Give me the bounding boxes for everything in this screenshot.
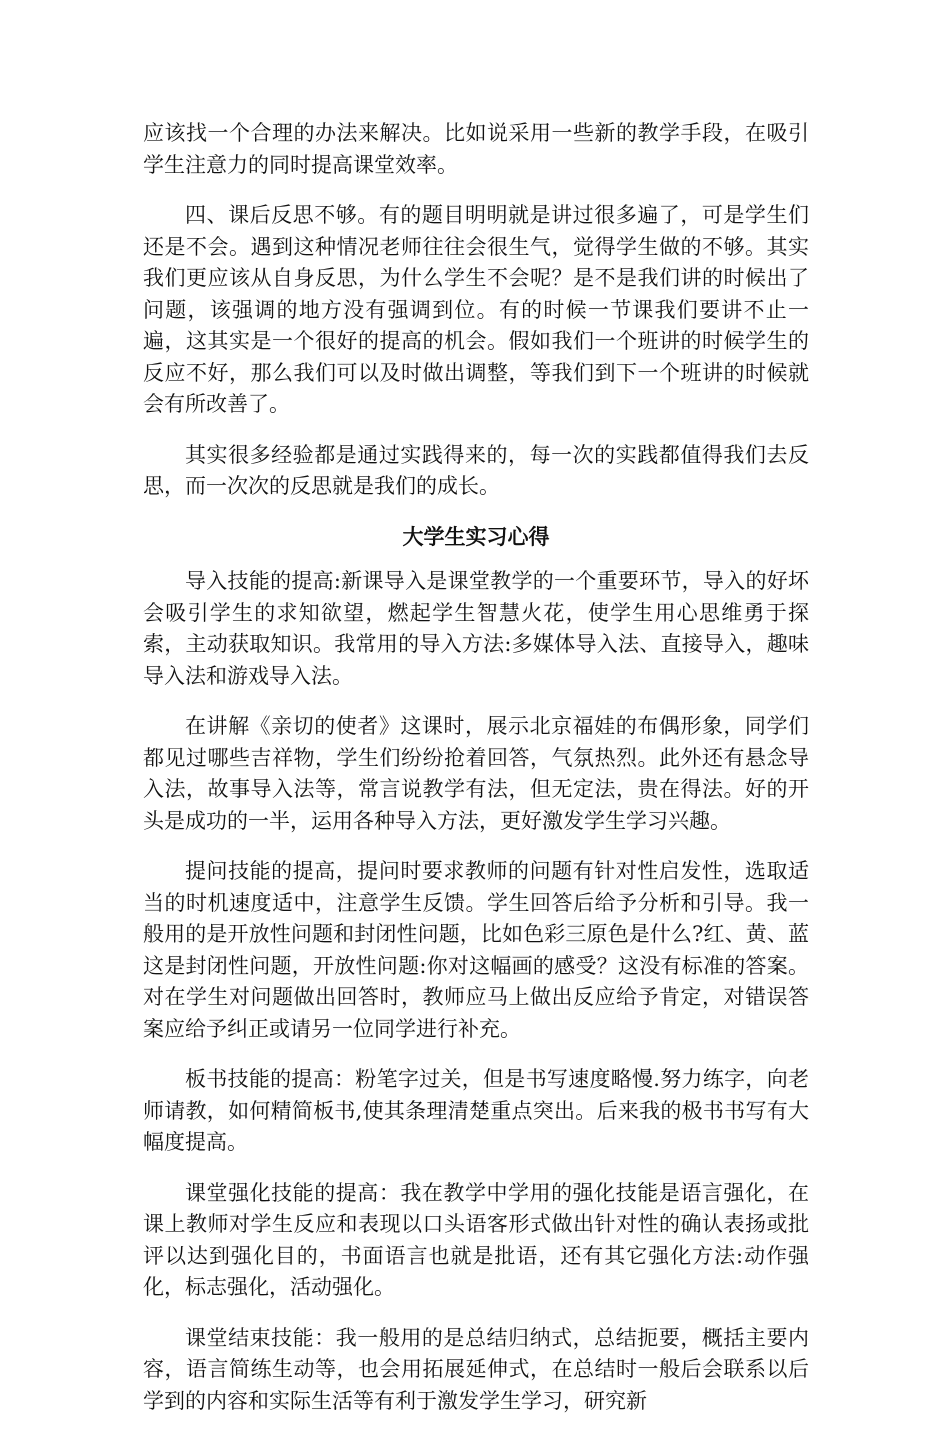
paragraph-reflection: 四、课后反思不够。有的题目明明就是讲过很多遍了，可是学生们还是不会。遇到这种情况老师往往会很生气，觉得学生做的不够。其实我们更应该从自身反思，为什么学生不会呢？是不是我们讲的时候出了问题，该强调的地方没有强调到位。有的时候一节课我们要讲不止一遍，这其实是一个很好的提高的机会。假如我们一个班讲的时候学生的反应不好，那么我们可以及时做出调整，等我们到下一个班讲的时候就会有所改善了。 <box>143 203 809 416</box>
paragraph-reinforcement-skill: 课堂强化技能的提高：我在教学中学用的强化技能是语言强化，在课上教师对学生反应和表现以口头语客形式做出针对性的确认表扬或批评以达到强化目的，书面语言也就是批语，还有其它强化方法:动作强化，标志强化，活动强化。 <box>143 1180 809 1299</box>
document-page <box>143 118 809 1436</box>
paragraph-intro-skill: 导入技能的提高:新课导入是课堂教学的一个重要环节，导入的好坏会吸引学生的求知欲望，燃起学生智慧火花，使学生用心思维勇于探索，主动获取知识。我常用的导入方法:多媒体导入法、直接导入，趣味导入法和游戏导入法。 <box>143 569 809 688</box>
paragraph-blackboard-skill: 板书技能的提高：粉笔字过关，但是书写速度略慢.努力练字，向老师请教，如何精简板书,使其条理清楚重点突出。后来我的极书书写有大幅度提高。 <box>143 1067 809 1154</box>
paragraph-conclusion: 其实很多经验都是通过实践得来的，每一次的实践都值得我们去反思，而一次次的反思就是我们的成长。 <box>143 442 809 498</box>
paragraph-closing-skill: 课堂结束技能：我一般用的是总结归纳式，总结扼要，概括主要内容，语言简练生动等，也会用拓展延伸式，在总结时一般后会联系以后学到的内容和实际生活等有利于激发学生学习，研究新 <box>143 1325 809 1413</box>
paragraph-example: 在讲解《亲切的使者》这课时，展示北京福娃的布偶形象，同学们都见过哪些吉祥物，学生们纷纷抢着回答，气氛热烈。此外还有悬念导入法，故事导入法等，常言说教学有法，但无定法，贵在得法。好的开头是成功的一半，运用各种导入方法，更好激发学生学习兴趣。 <box>143 714 809 833</box>
paragraph-continuation: 应该找一个合理的办法来解决。比如说采用一些新的教学手段，在吸引学生注意力的同时提高课堂效率。 <box>143 121 809 177</box>
paragraph-questioning-skill: 提问技能的提高，提问时要求教师的问题有针对性启发性，选取适当的时机速度适中，注意学生反馈。学生回答后给予分析和引导。我一般用的是开放性问题和封闭性问题，比如色彩三原色是什么?红、黄、蓝这是封闭性问题，开放性问题:你对这幅画的感受？这没有标准的答案。对在学生对问题做出回答时，教师应马上做出反应给予肯定，对错误答案应给予纠正或请另一位同学进行补充。 <box>143 859 809 1041</box>
section-title: 大学生实习心得 <box>402 524 550 549</box>
